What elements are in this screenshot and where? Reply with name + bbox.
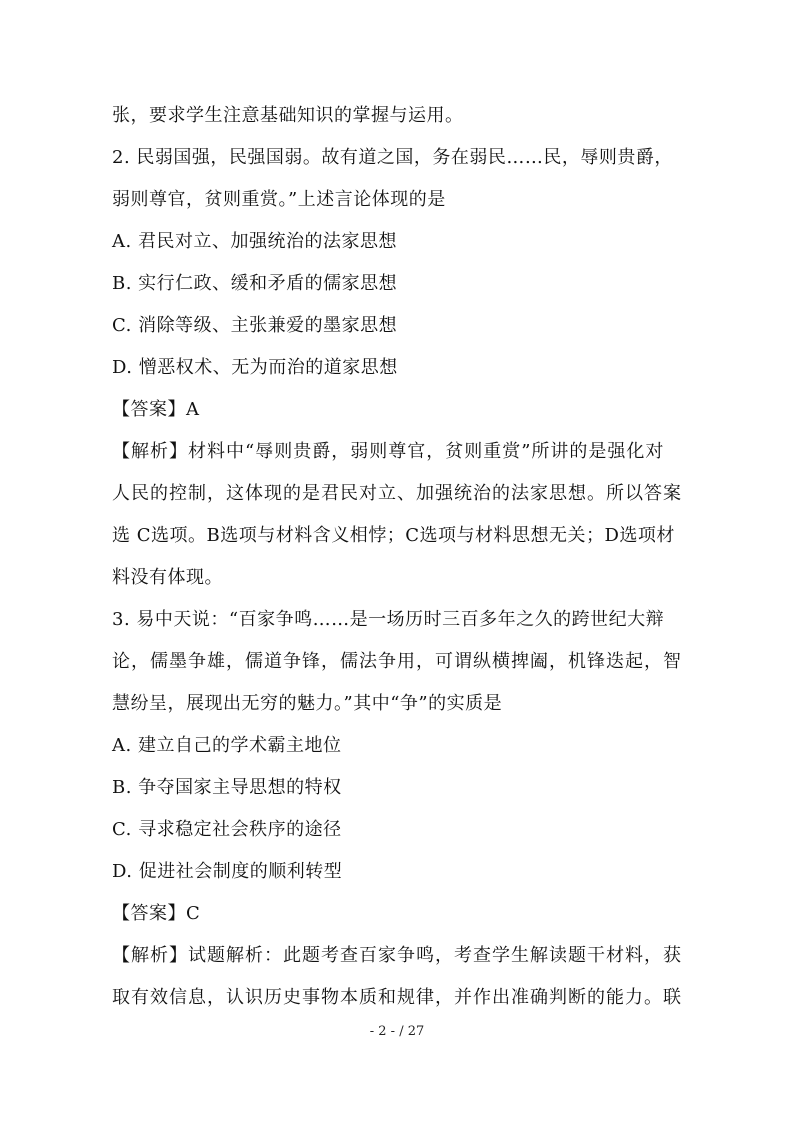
question-3-analysis-line-1: 【解析】试题解析：此题考查百家争鸣，考查学生解读题干材料，获	[112, 945, 682, 966]
text-line-1: 张，要求学生注意基础知识的掌握与运用。	[112, 105, 464, 126]
question-3-analysis-line-2: 取有效信息，认识历史事物本质和规律，并作出准确判断的能力。联	[112, 987, 682, 1008]
page-number: - 2 - / 27	[369, 1024, 425, 1039]
question-2-analysis-line-3: 选 C选项。B选项与材料含义相悖；C选项与材料思想无关；D选项材	[112, 525, 675, 546]
question-2-option-c: C. 消除等级、主张兼爱的墨家思想	[112, 315, 398, 336]
question-2-analysis-line-1: 【解析】材料中“辱则贵爵，弱则尊官，贫则重赏”所讲的是强化对	[112, 441, 665, 462]
question-3-stem-line-3: 慧纷呈，展现出无穷的魅力。”其中“争”的实质是	[112, 693, 503, 714]
question-3-option-d: D. 促进社会制度的顺利转型	[112, 861, 343, 882]
question-3-answer: 【答案】C	[112, 903, 201, 924]
question-3-option-a: A. 建立自己的学术霸主地位	[112, 735, 342, 756]
question-2-analysis-line-4: 料没有体现。	[112, 567, 223, 588]
question-3-stem-line-2: 论，儒墨争雄，儒道争锋，儒法争用，可谓纵横捭阖，机锋迭起，智	[112, 651, 682, 672]
question-2-answer: 【答案】A	[112, 399, 200, 420]
question-2-analysis-line-2: 人民的控制，这体现的是君民对立、加强统治的法家思想。所以答案	[112, 483, 682, 504]
question-2-stem-line-1: 2. 民弱国强，民强国弱。故有道之国，务在弱民……民，辱则贵爵，	[112, 147, 673, 168]
question-2-option-d: D. 憎恶权术、无为而治的道家思想	[112, 357, 398, 378]
question-2-option-a: A. 君民对立、加强统治的法家思想	[112, 231, 397, 252]
question-3-stem-line-1: 3. 易中天说：“百家争鸣……是一场历时三百多年之久的跨世纪大辩	[112, 609, 665, 630]
question-3-option-c: C. 寻求稳定社会秩序的途径	[112, 819, 342, 840]
question-2-option-b: B. 实行仁政、缓和矛盾的儒家思想	[112, 273, 398, 294]
question-2-stem-line-2: 弱则尊官，贫则重赏。”上述言论体现的是	[112, 189, 446, 210]
question-3-option-b: B. 争夺国家主导思想的特权	[112, 777, 342, 798]
